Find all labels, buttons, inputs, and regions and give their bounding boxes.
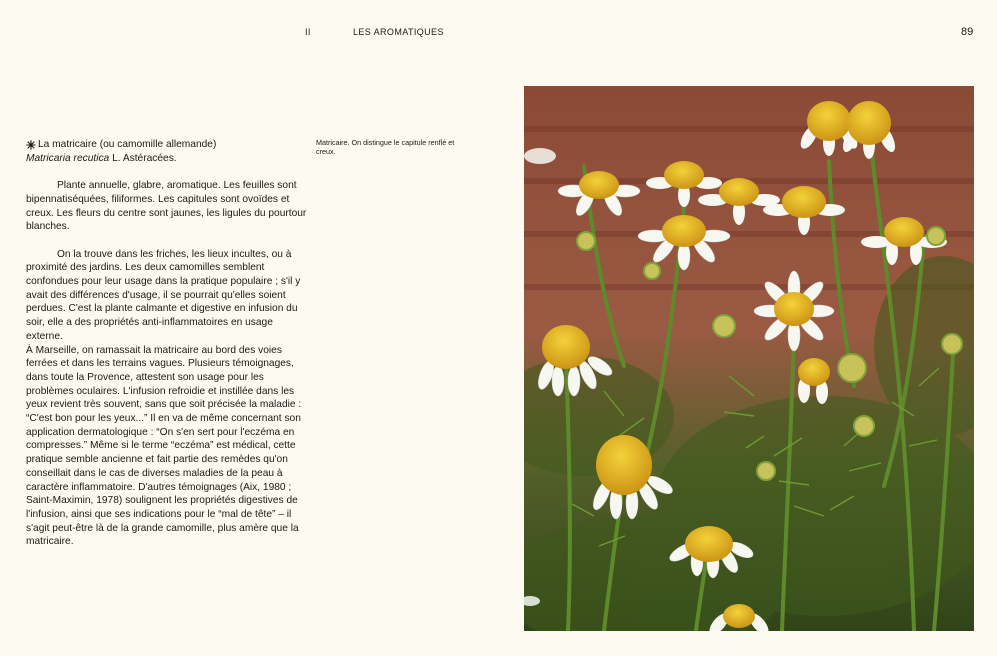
entry-heading bbox=[26, 138, 309, 152]
chamomile-photo bbox=[524, 86, 974, 631]
latin-name: Matricaria recutica bbox=[26, 152, 110, 164]
asterisk-star-icon bbox=[26, 140, 36, 150]
author-family: L. Astéracées. bbox=[109, 152, 177, 164]
running-head-section-title: LES AROMATIQUES bbox=[353, 27, 444, 37]
main-text-column bbox=[26, 138, 309, 549]
photo-caption: Matricaire. On distingue le capitule renflé et creux. bbox=[316, 138, 455, 156]
common-name: La matricaire (ou camomille allemande) bbox=[38, 139, 217, 150]
running-head-part: II bbox=[305, 27, 311, 37]
chamomile-illustration bbox=[524, 86, 974, 631]
page-number: 89 bbox=[961, 26, 974, 38]
paragraph-habitat: On la trouve dans les friches, les lieux incultes, ou à proximité des jardins. Les deux camomilles semblent confondues pour leur usage dans la pratique populaire ; s'il y avait des différences d'usage, il se pourrait qu'elles soient perdues. C'est la plante calmante et digestive en infusion du soir, elle a des propriétés anti-inflammatoires en usage externe. bbox=[26, 248, 301, 342]
latin-name-line bbox=[26, 152, 309, 166]
paragraph-uses: À Marseille, on ramassait la matricaire au bord des voies ferrées et dans les terrains vagues. Plusieurs témoignages, dans toute la Provence, attestent son usage pour les problèmes oculaires. L'infusion refroidie et instillée dans les yeux revient très souvent, sans que soit précisée la maladie : “C'est bon pour les yeux...” Il en va de même concernant son application dermatologique : “On s'en sert pour l'eczéma en compresses.” Même si le terme “eczéma” est médical, cette pratique semble ancienne et fait partie des remèdes qu'on conseillait dans le cas de diverses maladies de la peau à caractère inflammatoire. D'autres témoignages (Aix, 1980 ; Saint-Maximin, 1978) soulignent les propriétés digestives de l'infusion, ainsi que ses indications pour le “mal de tête” – il s'agit peut-être là de la grande camomille, plus amère que la matricaire. bbox=[26, 344, 302, 548]
paragraph-description: Plante annuelle, glabre, aromatique. Les feuilles sont bipennatiséquées, filiformes. Les capitules sont ovoïdes et creux. Les fleurs du centre sont jaunes, les ligules du pourtour blanches. bbox=[26, 180, 307, 233]
